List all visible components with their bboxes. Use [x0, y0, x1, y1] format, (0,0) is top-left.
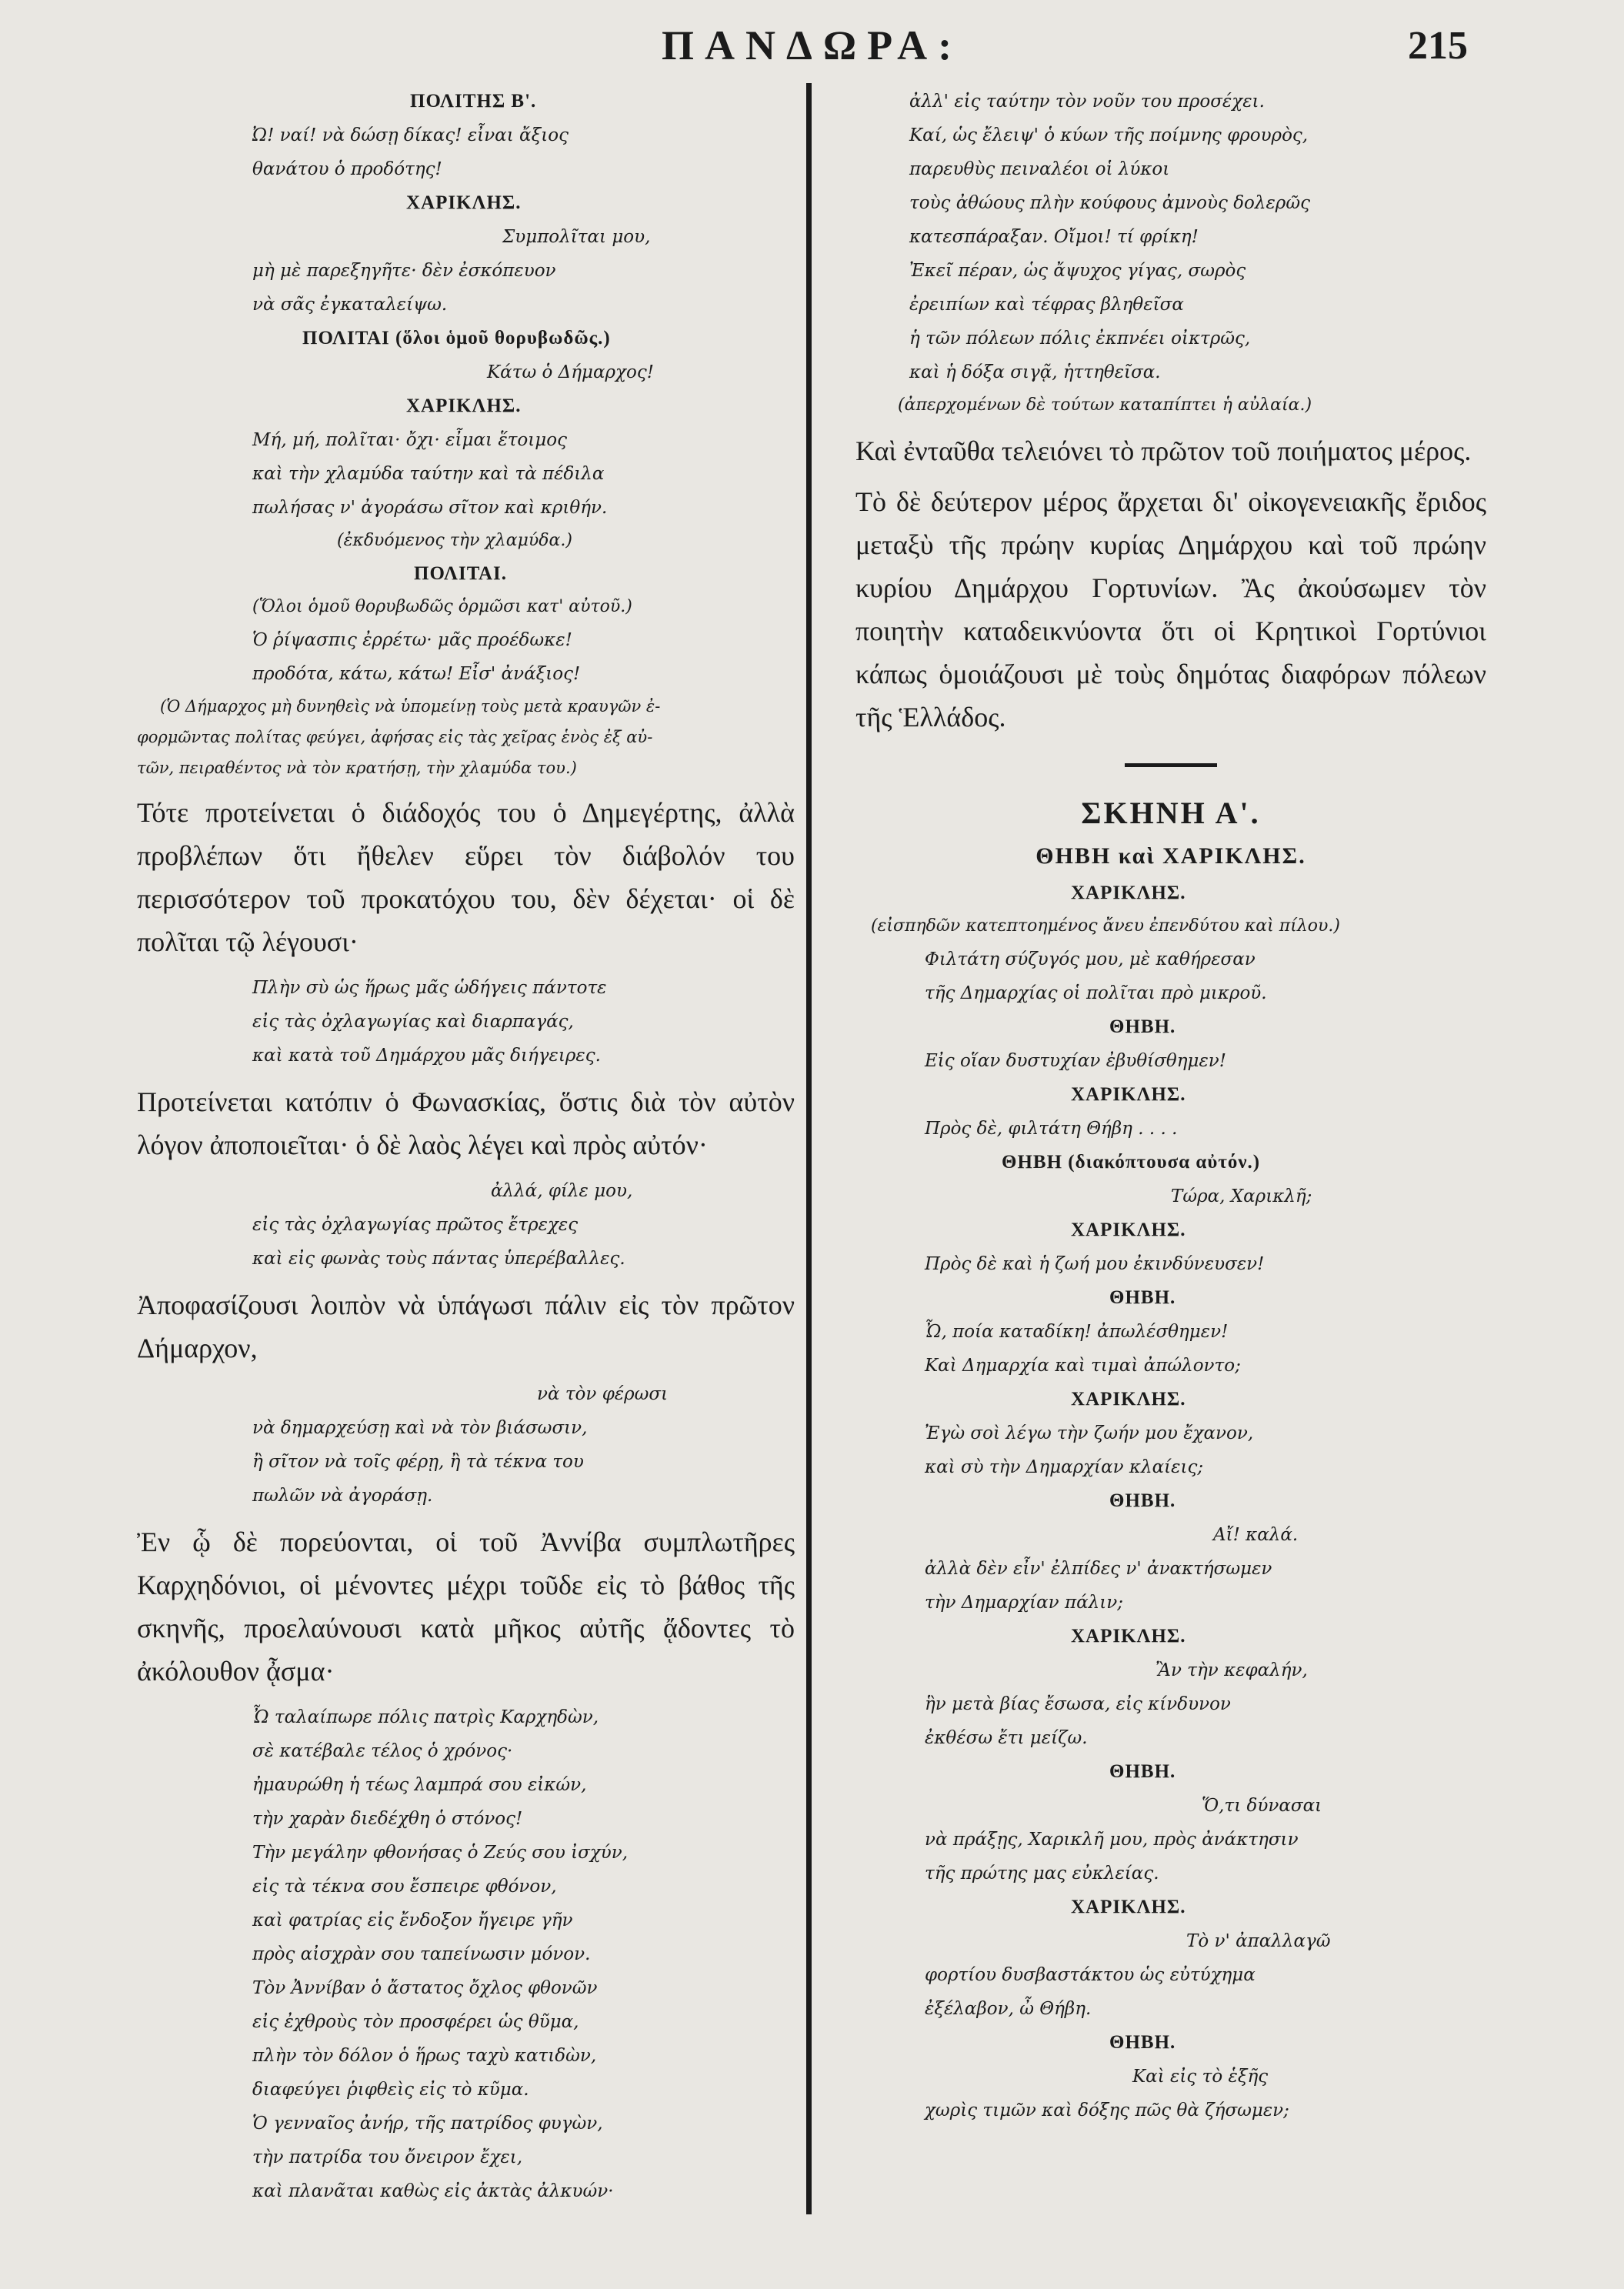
verse-line: νὰ πράξῃς, Χαρικλῆ μου, πρὸς ἀνάκτησιν	[925, 1830, 1299, 1850]
speaker-label: ΧΑΡΙΚΛΗΣ.	[406, 395, 522, 416]
verse-line: νὰ τὸν φέρωσι	[537, 1384, 669, 1404]
stage-direction: φορμῶντας πολίτας φεύγει, ἀφήσας εἰς τὰς χεῖρας ἑνὸς ἐξ αὐ-	[137, 728, 653, 746]
verse-line: νὰ δημαρχεύσῃ καὶ νὰ τὸν βιάσωσιν,	[252, 1418, 588, 1438]
verse-line: φορτίου δυσβαστάκτου ὡς εὐτύχημα	[925, 1965, 1256, 1985]
verse-line: Πρὸς δὲ, φιλτάτη Θήβη . . . .	[925, 1119, 1178, 1139]
verse-line: καὶ εἰς φωνὰς τοὺς πάντας ὑπερέβαλλες.	[252, 1249, 625, 1269]
stage-direction: τῶν, πειραθέντος νὰ τὸν κρατήσῃ, τὴν χλαμύδα του.)	[137, 759, 577, 777]
verse-line: Συμπολῖται μου,	[502, 227, 651, 247]
verse-line: Καί, ὡς ἔλειψ' ὁ κύων τῆς ποίμνης φρουρὸς,	[909, 125, 1309, 145]
verse-line: καὶ ἡ δόξα σιγᾷ, ἡττηθεῖσα.	[909, 362, 1161, 382]
verse-line: Τώρα, Χαρικλῆ;	[1171, 1186, 1312, 1206]
speaker-label: ΘΗΒΗ.	[1109, 1490, 1176, 1511]
verse-line: Ὁ ῥίψασπις ἐρρέτω· μᾶς προέδωκε!	[252, 630, 572, 650]
verse-line: διαφεύγει ῥιφθεὶς εἰς τὸ κῦμα.	[252, 2080, 529, 2100]
verse-line: τὴν Δημαρχίαν πάλιν;	[925, 1593, 1123, 1613]
verse-line: εἰς τὰς ὀχλαγωγίας πρῶτος ἔτρεχες	[252, 1215, 579, 1235]
page-number: 215	[1408, 24, 1468, 68]
column-divider	[806, 83, 812, 2214]
verse-line: ἠμαυρώθη ἡ τέως λαμπρά σου εἰκών,	[252, 1775, 587, 1795]
verse-line: προδότα, κάτω, κάτω! Εἶσ' ἀνάξιος!	[252, 664, 581, 684]
verse-line: πωλῶν νὰ ἀγοράσῃ.	[252, 1486, 433, 1506]
verse-line: θανάτου ὁ προδότης!	[252, 159, 442, 179]
speaker-label: ΠΟΛΙΤΑΙ.	[414, 563, 507, 584]
verse-line: Φιλτάτη σύζυγός μου, μὲ καθήρεσαν	[925, 949, 1256, 969]
scene-characters: ΘΗΒΗ καὶ ΧΑΡΙΚΛΗΣ.	[1035, 843, 1306, 869]
left-column	[137, 85, 795, 2208]
verse-line: τοὺς ἀθώους πλὴν κούφους ἀμνοὺς δολερῶς	[909, 193, 1310, 213]
speaker-label: ΧΑΡΙΚΛΗΣ.	[1071, 1897, 1186, 1917]
verse-line: Μή, μή, πολῖται· ὄχι· εἶμαι ἕτοιμος	[252, 430, 567, 450]
verse-line: Ἐγὼ σοὶ λέγω τὴν ζωήν μου ἔχανον,	[925, 1423, 1254, 1443]
prose-paragraph: Ἀποφασίζουσι λοιπὸν νὰ ὑπάγωσι πάλιν εἰς τὸν πρῶτον Δήμαρχον,	[137, 1290, 795, 1363]
speaker-label: ΘΗΒΗ (διακόπτουσα αὐτόν.)	[1002, 1152, 1261, 1173]
stage-direction: (ἀπερχομένων δὲ τούτων καταπίπτει ἡ αὐλαία.)	[898, 395, 1312, 415]
speaker-label: ΧΑΡΙΚΛΗΣ.	[1071, 1389, 1186, 1410]
verse-line: τὴν πατρίδα του ὄνειρον ἔχει,	[252, 2147, 523, 2167]
speaker-label: ΧΑΡΙΚΛΗΣ.	[1071, 1626, 1186, 1647]
speaker-label: ΧΑΡΙΚΛΗΣ.	[406, 192, 522, 213]
verse-line: ἀλλ' εἰς ταύτην τὸν νοῦν του προσέχει.	[909, 92, 1265, 112]
verse-line: ἐκθέσω ἔτι μείζω.	[925, 1728, 1088, 1748]
verse-line: κατεσπάραξαν. Οἴμοι! τί φρίκη!	[909, 227, 1199, 247]
verse-line: καὶ πλανᾶται καθὼς εἰς ἀκτὰς ἀλκυών·	[252, 2181, 614, 2201]
verse-line: ἡ τῶν πόλεων πόλις ἐκπνέει οἰκτρῶς,	[909, 329, 1251, 349]
speaker-label: ΧΑΡΙΚΛΗΣ.	[1071, 1084, 1186, 1105]
journal-title: ΠΑΝΔΩΡΑ:	[662, 22, 963, 68]
prose-paragraph: Ἐν ᾧ δὲ πορεύονται, οἱ τοῦ Ἀννίβα συμπλωτῆρες Καρχηδόνιοι, οἱ μένοντες μέχρι τοῦδε εἰς τὸ βάθος τῆς σκηνῆς, προελαύνουσι κατὰ μῆκος αὐτῆς ᾄδοντες τὸ ἀκόλουθον ᾆσμα·	[137, 1527, 795, 1687]
speaker-label: ΘΗΒΗ.	[1109, 2032, 1176, 2053]
verse-line: σὲ κατέβαλε τέλος ὁ χρόνος·	[252, 1741, 513, 1761]
stage-direction: (Ὅλοι ὁμοῦ θορυβωδῶς ὁρμῶσι κατ' αὐτοῦ.)	[252, 597, 632, 616]
verse-line: πωλήσας ν' ἀγοράσω σῖτον καὶ κριθήν.	[252, 498, 608, 518]
verse-line: καὶ κατὰ τοῦ Δημάρχου μᾶς διήγειρες.	[252, 1046, 601, 1066]
prose-paragraph: Τότε προτείνεται ὁ διάδοχός του ὁ Δημεγέρτης, ἀλλὰ προβλέπων ὅτι ἤθελεν εὕρει τὸν διάβολόν του περισσότερον τοῦ προκατόχου του, δὲν δέχεται· οἱ δὲ πολῖται τῷ λέγουσι·	[137, 797, 795, 957]
verse-line: Εἰς οἵαν δυστυχίαν ἐβυθίσθημεν!	[925, 1051, 1227, 1071]
verse-line: ἣν μετὰ βίας ἔσωσα, εἰς κίνδυνον	[925, 1694, 1231, 1714]
verse-line: Τὸ ν' ἀπαλλαγῶ	[1186, 1931, 1331, 1951]
verse-line: Πλὴν σὺ ὡς ἥρως μᾶς ὡδήγεις πάντοτε	[252, 978, 607, 998]
verse-line: Πρὸς δὲ καὶ ἡ ζωή μου ἐκινδύνευσεν!	[925, 1254, 1265, 1274]
prose-paragraph: Προτείνεται κατόπιν ὁ Φωνασκίας, ὅστις διὰ τὸν αὐτὸν λόγον ἀποποιεῖται· ὁ δὲ λαὸς λέγει καὶ πρὸς αὐτόν·	[137, 1086, 795, 1160]
right-column	[855, 85, 1486, 2127]
prose-paragraph: Καὶ ἐνταῦθα τελειόνει τὸ πρῶτον τοῦ ποιήματος μέρος.	[855, 435, 1472, 466]
verse-line: Ὁ γενναῖος ἀνήρ, τῆς πατρίδος φυγὼν,	[252, 2114, 603, 2134]
verse-line: εἰς τὰ τέκνα σου ἔσπειρε φθόνον,	[252, 1877, 557, 1897]
verse-line: ἀλλά, φίλε μου,	[491, 1181, 633, 1201]
verse-line: πρὸς αἰσχρὰν σου ταπείνωσιν μόνον.	[252, 1944, 591, 1964]
verse-line: τὴν χαρὰν διεδέχθη ὁ στόνος!	[252, 1809, 523, 1829]
verse-line: καὶ σὺ τὴν Δημαρχίαν κλαίεις;	[925, 1457, 1204, 1477]
speaker-label: ΘΗΒΗ.	[1109, 1761, 1176, 1782]
verse-line: τῆς Δημαρχίας οἱ πολῖται πρὸ μικροῦ.	[925, 983, 1267, 1003]
scene-title: ΣΚΗΝΗ Α'.	[1081, 796, 1261, 830]
verse-line: Ὅ,τι δύνασαι	[1202, 1796, 1322, 1816]
verse-line: εἰς ἐχθροὺς τὸν προσφέρει ὡς θῦμα,	[252, 2012, 579, 2032]
verse-line: ἢ σῖτον νὰ τοῖς φέρῃ, ἢ τὰ τέκνα του	[252, 1452, 584, 1472]
verse-line: Τὸν Ἀννίβαν ὁ ἄστατος ὄχλος φθονῶν	[252, 1978, 598, 1998]
stage-direction: (εἰσπηδῶν κατεπτοημένος ἄνευ ἐπενδύτου καὶ πίλου.)	[871, 916, 1340, 936]
verse-line: Καὶ εἰς τὸ ἑξῆς	[1132, 2067, 1269, 2087]
verse-line: νὰ σᾶς ἐγκαταλείψω.	[252, 295, 448, 315]
speaker-label: ΠΟΛΙΤΑΙ (ὅλοι ὁμοῦ θορυβωδῶς.)	[302, 328, 611, 349]
speaker-label: ΘΗΒΗ.	[1109, 1287, 1176, 1308]
verse-line: Ὦ ταλαίπωρε πόλις πατρὶς Καρχηδὼν,	[252, 1707, 599, 1727]
speaker-label: ΧΑΡΙΚΛΗΣ.	[1071, 883, 1186, 903]
verse-line: Καὶ Δημαρχία καὶ τιμαὶ ἀπώλοντο;	[925, 1356, 1241, 1376]
prose-paragraph: Τὸ δὲ δεύτερον μέρος ἄρχεται δι' οἰκογενειακῆς ἔριδος μεταξὺ τῆς πρώην κυρίας Δημάρχου καὶ τοῦ πρώην κυρίου Δημάρχου Γορτυνίων. Ἂς ἀκούσωμεν τὸν ποιητὴν καταδεικνύοντα ὅτι οἱ Κρητικοὶ Γορτύνιοι κάπως ὁμοιάζουσι μὲ τοὺς δημότας διαφόρων πόλεων τῆς Ἑλλάδος.	[855, 486, 1486, 732]
verse-line: Ἂν τὴν κεφαλήν,	[1155, 1660, 1308, 1680]
verse-line: ἐρειπίων καὶ τέφρας βληθεῖσα	[909, 295, 1184, 315]
verse-line: Κάτω ὁ Δήμαρχος!	[487, 362, 654, 382]
verse-line: ἐξέλαβον, ὦ Θήβη.	[925, 1999, 1092, 2019]
verse-line: πλὴν τὸν δόλον ὁ ἥρως ταχὺ κατιδὼν,	[252, 2046, 597, 2066]
verse-line: Αἴ! καλά.	[1213, 1525, 1299, 1545]
section-rule	[1125, 763, 1217, 767]
verse-line: μὴ μὲ παρεξηγῆτε· δὲν ἐσκόπευον	[252, 261, 556, 281]
verse-line: εἰς τὰς ὀχλαγωγίας καὶ διαρπαγάς,	[252, 1012, 574, 1032]
verse-line: καὶ τὴν χλαμύδα ταύτην καὶ τὰ πέδιλα	[252, 464, 605, 484]
stage-direction: (ἐκδυόμενος τὴν χλαμύδα.)	[337, 531, 572, 550]
verse-line: ἀλλὰ δὲν εἶν' ἐλπίδες ν' ἀνακτήσωμεν	[925, 1559, 1272, 1579]
speaker-label: ΧΑΡΙΚΛΗΣ.	[1071, 1220, 1186, 1240]
stage-direction: (Ὁ Δήμαρχος μὴ δυνηθεὶς νὰ ὑπομείνῃ τοὺς μετὰ κραυγῶν ἐ-	[160, 697, 661, 716]
verse-line: Ὠ! ναί! νὰ δώσῃ δίκας! εἶναι ἄξιος	[252, 125, 569, 145]
verse-line: Ἐκεῖ πέραν, ὡς ἄψυχος γίγας, σωρὸς	[909, 261, 1246, 281]
verse-line: τῆς πρώτης μας εὐκλείας.	[925, 1864, 1159, 1884]
speaker-label: ΠΟΛΙΤΗΣ Β'.	[410, 91, 537, 112]
verse-line: Ὦ, ποία καταδίκη! ἀπωλέσθημεν!	[925, 1322, 1229, 1342]
verse-line: Τὴν μεγάλην φθονήσας ὁ Ζεύς σου ἰσχύν,	[252, 1843, 629, 1863]
verse-line: παρευθὺς πειναλέοι οἱ λύκοι	[909, 159, 1170, 179]
speaker-label: ΘΗΒΗ.	[1109, 1016, 1176, 1037]
verse-line: χωρὶς τιμῶν καὶ δόξης πῶς θὰ ζήσωμεν;	[925, 2100, 1289, 2120]
verse-line: καὶ φατρίας εἰς ἔνδοξον ἤγειρε γῆν	[252, 1910, 573, 1930]
